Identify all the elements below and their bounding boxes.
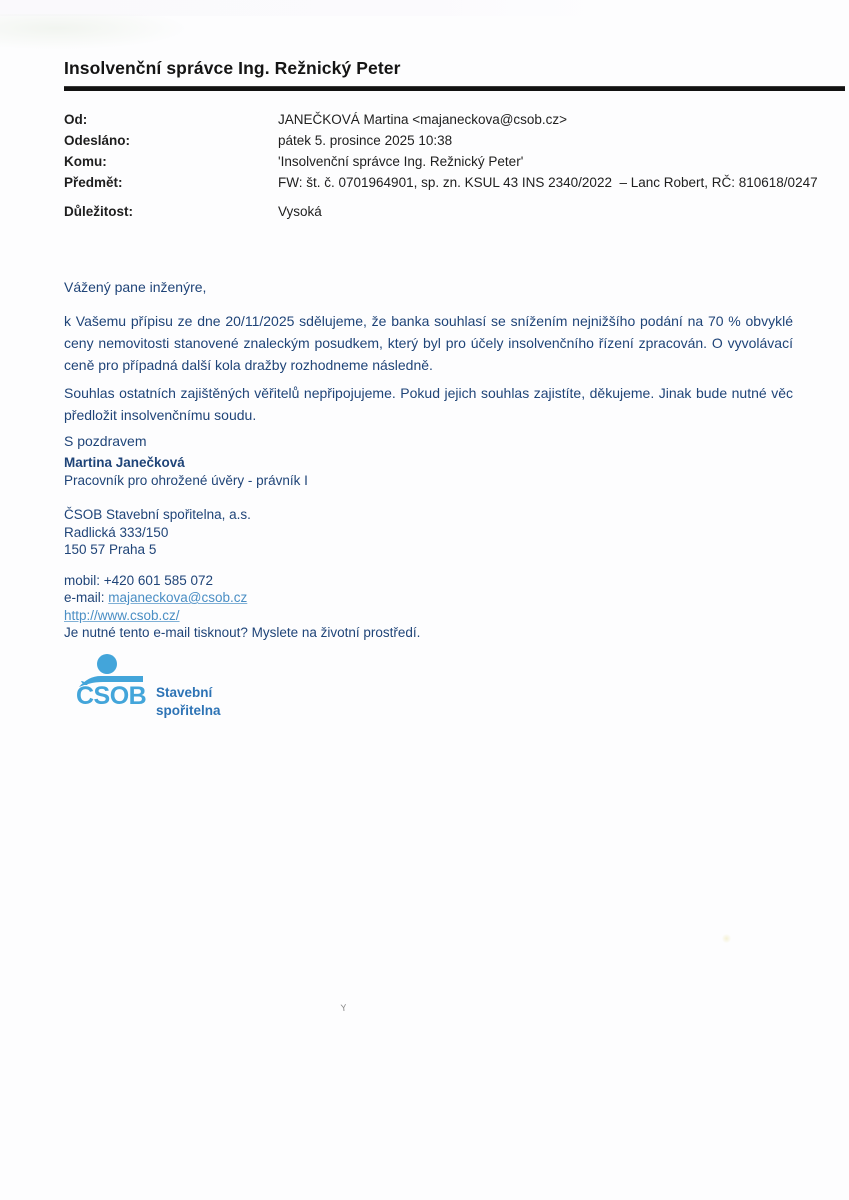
signature-name: Martina Janečková — [64, 455, 185, 470]
logo-tagline-line1: Stavební — [156, 685, 213, 700]
closing: S pozdravem — [64, 433, 147, 449]
mobile-label: mobil: — [64, 572, 104, 588]
field-row-subject — [64, 172, 824, 193]
importance-label: Důležitost: — [64, 204, 133, 219]
importance-value: Vysoká — [278, 204, 322, 219]
eco-note: Je nutné tento e-mail tisknout? Myslete na životní prostředí. — [64, 625, 421, 640]
from-value: JANEČKOVÁ Martina <majaneckova@csob.cz> — [278, 112, 568, 127]
email-body — [64, 276, 793, 452]
logo-tagline-line2: spořitelna — [156, 702, 221, 718]
field-row-sent — [64, 130, 824, 151]
to-value: 'Insolvenční správce Ing. Režnický Peter' — [278, 154, 524, 169]
page-title: Insolvenční správce Ing. Režnický Peter — [64, 58, 401, 78]
logo-brand-text: ČSOB — [76, 682, 147, 710]
signature-mobile-line — [64, 572, 664, 590]
sent-value: pátek 5. prosince 2025 10:38 — [278, 133, 453, 148]
signature-company: ČSOB Stavební spořitelna, a.s. — [64, 507, 251, 522]
csob-logo — [76, 652, 246, 716]
signature-email-line — [64, 589, 664, 607]
title-divider — [64, 86, 845, 91]
body-paragraph-1: k Vašemu přípisu ze dne 20/11/2025 sdělujeme, že banka souhlasí se snížením nejnižšího podání na 70 % obvyklé ceny nemovitosti stanovené znaleckým posudkem, který byl pro účely insolvenčního řízení zpracován. O vyvolávací ceně pro případná další kola dražby rozhodneme následně. — [64, 313, 793, 373]
to-label: Komu: — [64, 154, 107, 169]
email-link[interactable]: majaneckova@csob.cz — [108, 590, 248, 605]
scan-artifact-mark: Y — [340, 1003, 348, 1015]
from-label: Od: — [64, 112, 88, 127]
mobile-number: +420 601 585 072 — [103, 572, 213, 588]
email-header-fields — [64, 109, 824, 222]
signature-website-line — [64, 607, 664, 625]
subject-label: Předmět: — [64, 175, 123, 190]
logo-person-head-icon — [97, 654, 117, 674]
scan-artifact-smudge — [0, 14, 190, 50]
field-row-to — [64, 151, 824, 172]
logo-tagline — [156, 684, 221, 719]
signature-city: 150 57 Praha 5 — [64, 542, 157, 557]
body-paragraph-2: Souhlas ostatních zajištěných věřitelů nepřipojujeme. Pokud jejich souhlas zajistíte, děkujeme. Jinak bude nutné věc předložit insolvenčnímu soudu. — [64, 385, 793, 423]
signature-street: Radlická 333/150 — [64, 524, 169, 540]
email-label: e-mail: — [64, 590, 109, 605]
signature-block — [64, 454, 664, 642]
field-row-from — [64, 109, 824, 130]
sent-label: Odesláno: — [64, 133, 131, 148]
subject-value: FW: št. č. 0701964901, sp. zn. KSUL 43 INS 2340/2022 – Lanc Robert, RČ: 810618/0247 — [278, 175, 818, 190]
website-link[interactable]: http://www.csob.cz/ — [64, 607, 180, 623]
field-row-importance — [64, 201, 824, 222]
scan-artifact-speck — [722, 934, 731, 943]
signature-role: Pracovník pro ohrožené úvěry - právník I — [64, 472, 308, 488]
greeting: Vážený pane inženýre, — [64, 279, 207, 295]
